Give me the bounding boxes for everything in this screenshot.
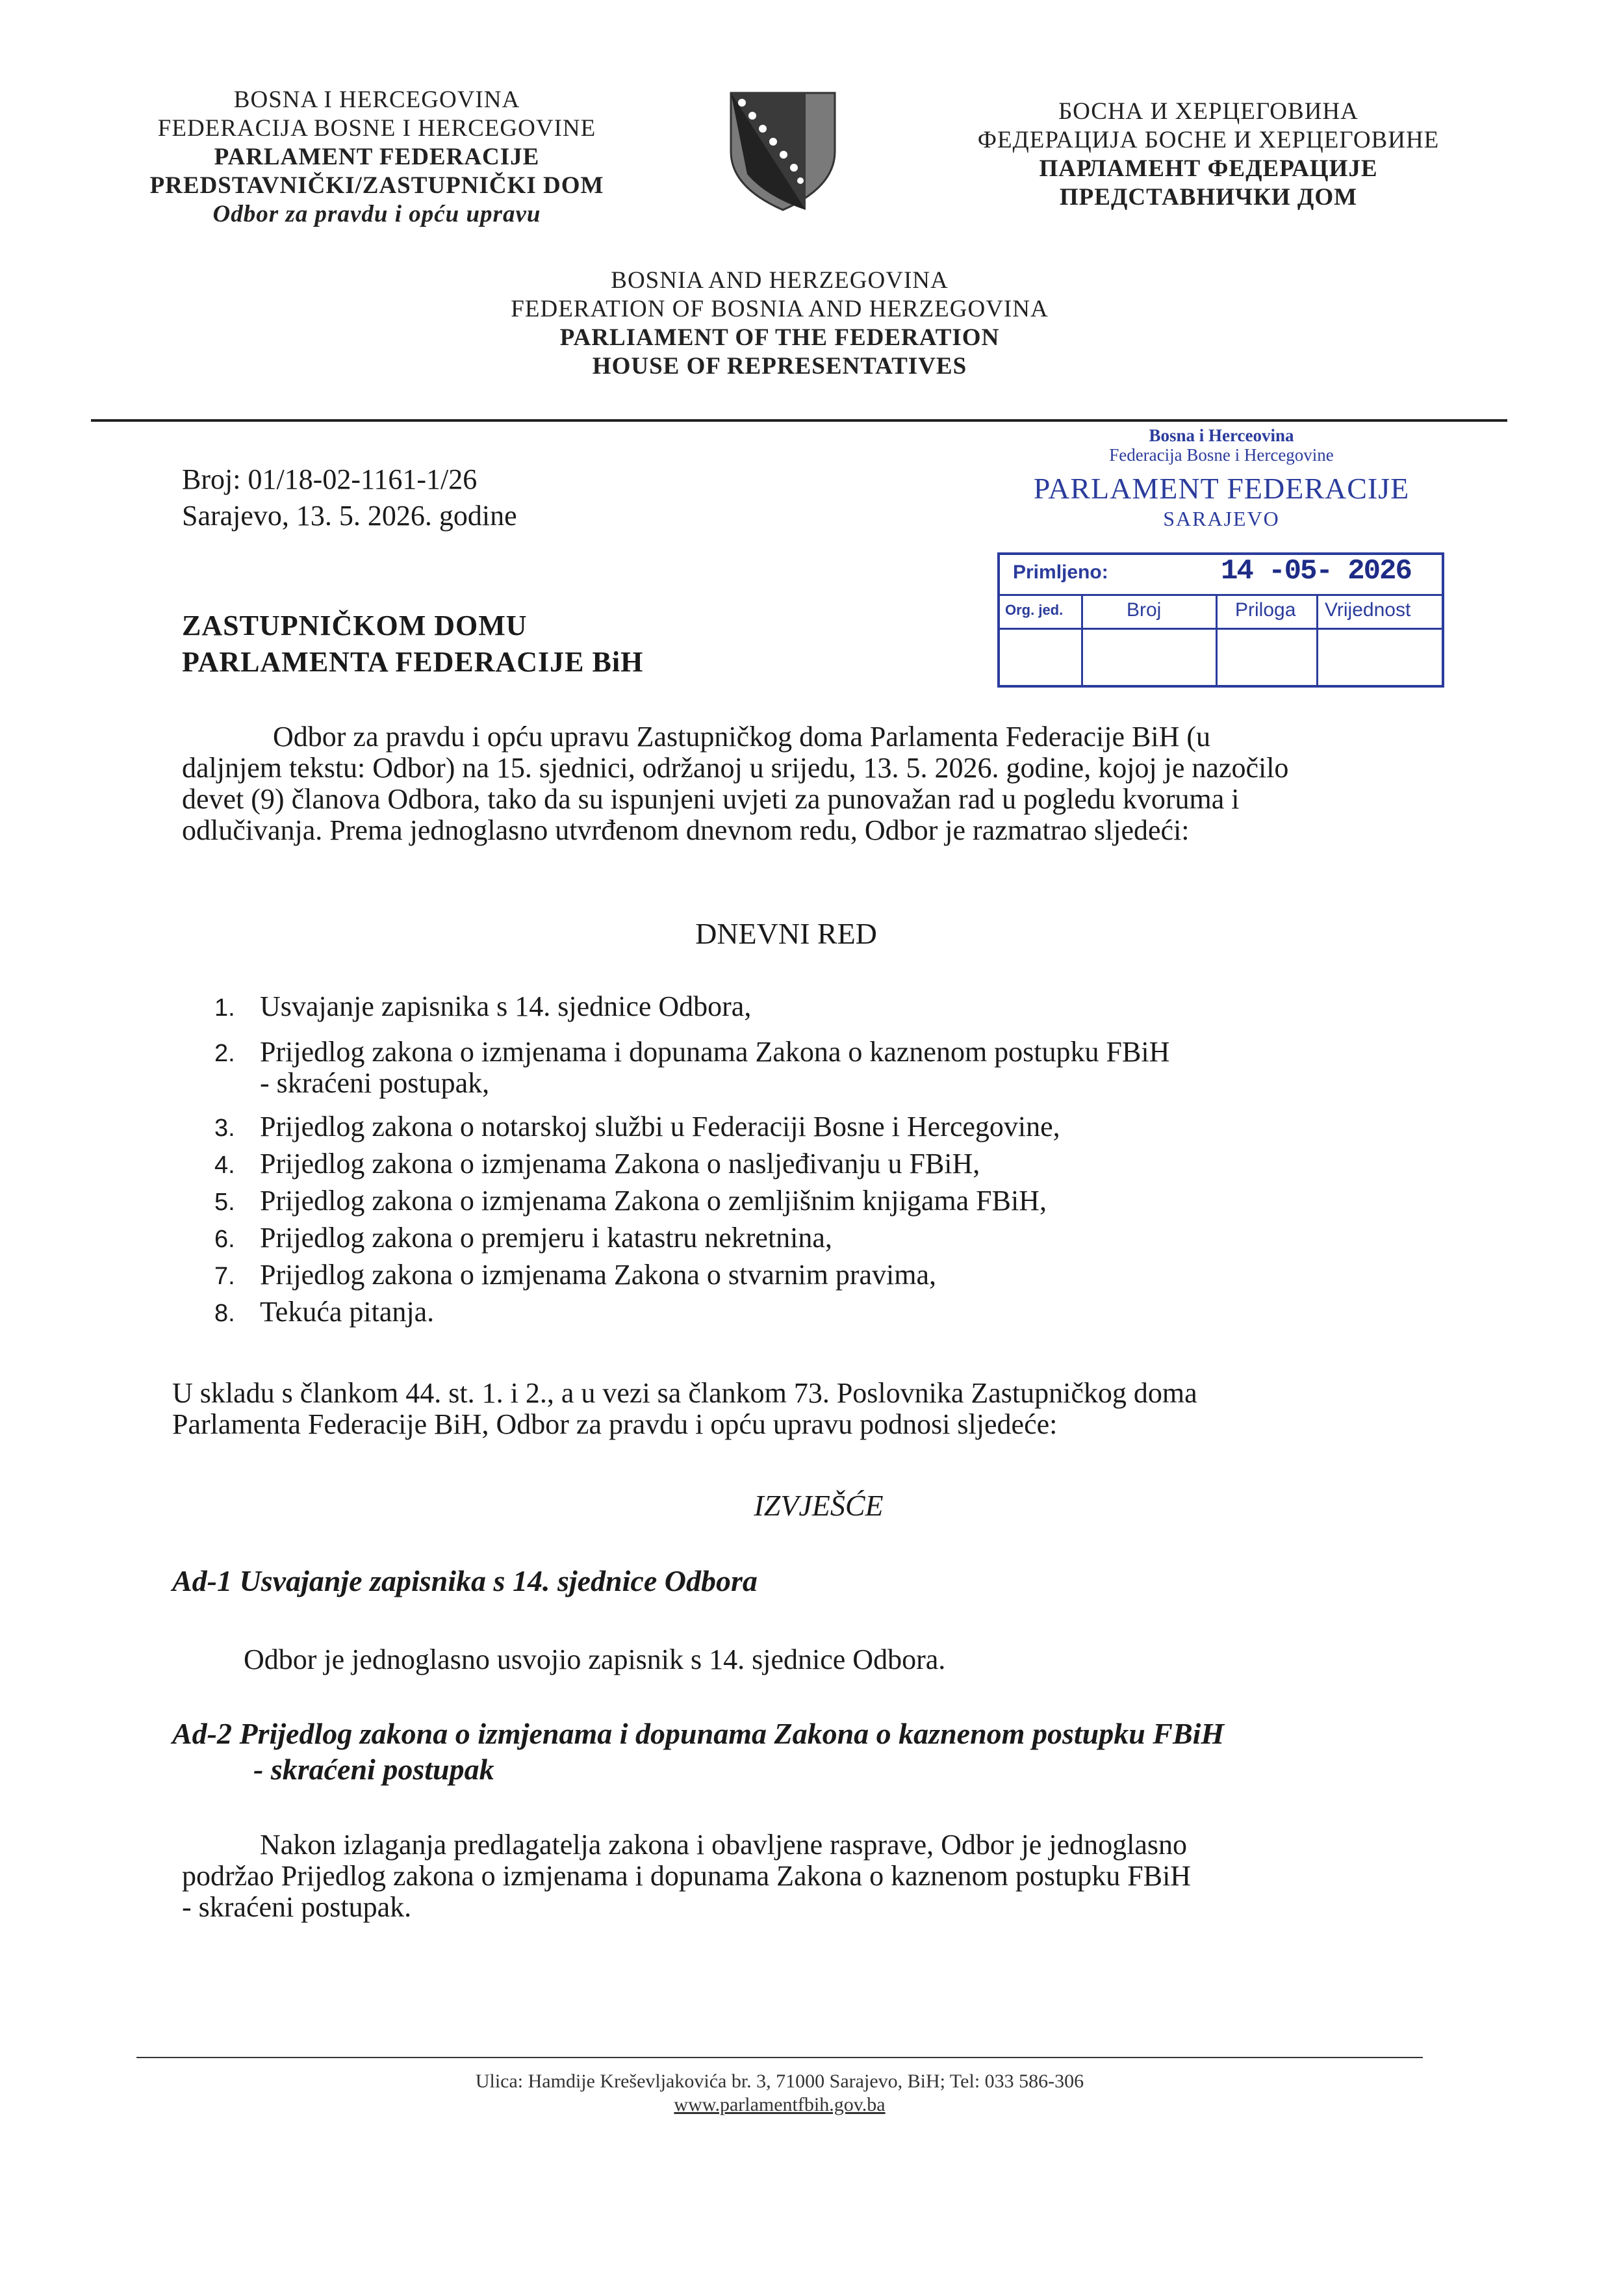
ad2-heading: Ad-2 Prijedlog zakona o izmjenama i dopunama Zakona o kaznenom postupku FBiH [172, 1717, 1225, 1750]
place-date: Sarajevo, 13. 5. 2026. godine [182, 500, 517, 532]
ad1-heading: Ad-1 Usvajanje zapisnika s 14. sjednice Odbora [172, 1564, 758, 1597]
stamp-line: PARLAMENT FEDERACIJE [1033, 472, 1410, 505]
stamp-line: SARAJEVO [1163, 507, 1280, 530]
stamp-rule [1000, 594, 1442, 596]
stamp-received-label: Primljeno: [1013, 561, 1108, 583]
agenda-item [214, 1222, 832, 1255]
header-right [923, 97, 1494, 212]
agenda-item [214, 1185, 1047, 1218]
ad2-line: Nakon izlaganja predlagatelja zakona i obavljene rasprave, Odbor je jednoglasno [260, 1829, 1187, 1861]
header-right-line: ПРЕДСТАВНИЧКИ ДОМ [1059, 184, 1358, 211]
agenda-text: Prijedlog zakona o izmjenama Zakona o zemljišnim knjigama FBiH, [260, 1185, 1047, 1217]
agenda-number: 6. [214, 1226, 235, 1253]
agenda-text: Prijedlog zakona o izmjenama Zakona o stvarnim pravima, [260, 1259, 937, 1291]
header-left-line: PARLAMENT FEDERACIJE [214, 144, 540, 170]
addressee-line: ZASTUPNIČKOM DOMU [182, 610, 528, 641]
header-left [104, 86, 650, 229]
agenda-text: - skraćeni postupak, [260, 1067, 490, 1099]
stamp-table [997, 552, 1444, 688]
agenda-number: 2. [214, 1040, 235, 1067]
agenda-number: 1. [214, 994, 235, 1022]
header-center-line: HOUSE OF REPRESENTATIVES [592, 353, 967, 380]
committee-name: Odbor za pravdu i opću upravu [212, 201, 541, 227]
intro-line: devet (9) članova Odbora, tako da su ispunjeni uvjeti za punovažan rad u pogledu kvoruma i [182, 783, 1240, 815]
agenda-text: Prijedlog zakona o notarskoj službi u Federaciji Bosne i Hercegovine, [260, 1111, 1060, 1142]
ad1-text: Odbor je jednoglasno usvojio zapisnik s 14. sjednice Odbora. [244, 1644, 946, 1675]
addressee-line: PARLAMENTA FEDERACIJE BiH [182, 646, 644, 678]
stamp-line: Bosna i Herceovina [1149, 426, 1294, 445]
agenda-item [214, 1037, 1169, 1069]
ad2-paragraph [182, 1829, 1397, 1923]
header-right-line: БОСНА И ХЕРЦЕГОВИНА [1058, 98, 1359, 125]
agenda-item [214, 1111, 1060, 1144]
agenda-number: 4. [214, 1152, 235, 1179]
legal-basis-line: U skladu s člankom 44. st. 1. i 2., a u vezi sa člankom 73. Poslovnika Zastupničkog doma [172, 1377, 1197, 1409]
agenda-item [214, 1068, 489, 1099]
agenda-text: Prijedlog zakona o premjeru i katastru nekretnina, [260, 1222, 832, 1254]
agenda-text: Prijedlog zakona o izmjenama i dopunama Zakona o kaznenom postupku FBiH [260, 1036, 1170, 1068]
header-center-line: PARLIAMENT OF THE FEDERATION [559, 324, 1000, 351]
intro-line: Odbor za pravdu i opću upravu Zastupničkog doma Parlamenta Federacije BiH (u [273, 721, 1210, 753]
agenda-number: 7. [214, 1263, 235, 1290]
agenda-item [214, 991, 751, 1024]
stamp-received-date: 14 -05- 2026 [1221, 555, 1411, 587]
header-center-line: FEDERATION OF BOSNIA AND HERZEGOVINA [511, 296, 1049, 322]
header-left-line: BOSNA I HERCEGOVINA [233, 86, 520, 113]
receipt-stamp [994, 426, 1449, 692]
header-right-line: ПАРЛАМЕНТ ФЕДЕРАЦИЈЕ [1039, 155, 1378, 182]
agenda-number: 3. [214, 1115, 235, 1142]
header-center [390, 266, 1169, 381]
stamp-rule [1081, 594, 1083, 685]
stamp-col-label: Priloga [1235, 599, 1296, 621]
agenda-item [214, 1259, 936, 1292]
agenda-number: 5. [214, 1189, 235, 1216]
reference-block [182, 461, 517, 534]
agenda-text: Prijedlog zakona o izmjenama Zakona o nasljeđivanju u FBiH, [260, 1148, 980, 1180]
coat-of-arms-emblem [728, 90, 838, 213]
reference-number: Broj: 01/18-02-1161-1/26 [182, 463, 478, 495]
ad2-heading-continuation: - skraćeni postupak [253, 1753, 494, 1786]
stamp-rule [1000, 628, 1442, 630]
header-right-line: ФЕДЕРАЦИЈА БОСНЕ И ХЕРЦЕГОВИНЕ [977, 127, 1440, 153]
footer-website-link[interactable]: www.parlamentfbih.gov.ba [674, 2094, 886, 2115]
agenda-text: Tekuća pitanja. [260, 1296, 435, 1328]
ad2-line: - skraćeni postupak. [182, 1891, 412, 1923]
stamp-rule [1216, 594, 1218, 685]
intro-paragraph [182, 721, 1403, 846]
agenda-item [214, 1296, 434, 1329]
stamp-col-label: Vrijednost [1325, 599, 1411, 621]
header-center-line: BOSNIA AND HERZEGOVINA [611, 267, 949, 294]
footer-address: Ulica: Hamdije Kreševljakovića br. 3, 71000 Sarajevo, BiH; Tel: 033 586-306 [475, 2070, 1084, 2092]
agenda-title: DNEVNI RED [695, 917, 877, 950]
agenda-text: Usvajanje zapisnika s 14. sjednice Odbora, [260, 990, 752, 1022]
legal-basis-line: Parlamenta Federacije BiH, Odbor za pravdu i opću upravu podnosi sljedeće: [172, 1408, 1058, 1440]
agenda-item [214, 1148, 980, 1181]
header-divider [91, 419, 1507, 422]
report-title: IZVJEŠĆE [754, 1489, 884, 1522]
stamp-col-label: Org. jed. [1005, 602, 1064, 618]
addressee [182, 608, 643, 680]
intro-line: daljnjem tekstu: Odbor) na 15. sjednici, održanoj u srijedu, 13. 5. 2026. godine, kojoj je nazočilo [182, 752, 1289, 784]
header-left-line: PREDSTAVNIČKI/ZASTUPNIČKI DOM [149, 172, 604, 199]
stamp-col-label: Broj [1127, 599, 1162, 621]
stamp-line: Federacija Bosne i Hercegovine [1109, 445, 1334, 465]
agenda-number: 8. [214, 1300, 235, 1327]
legal-basis-paragraph [172, 1378, 1400, 1440]
footer-divider [136, 2057, 1423, 2058]
intro-line: odlučivanja. Prema jednoglasno utvrđenom dnevnom redu, Odbor je razmatrao sljedeći: [182, 814, 1190, 846]
footer [195, 2070, 1364, 2117]
ad2-line: podržao Prijedlog zakona o izmjenama i dopunama Zakona o kaznenom postupku FBiH [182, 1860, 1192, 1892]
stamp-rule [1316, 594, 1318, 685]
header-left-line: FEDERACIJA BOSNE I HERCEGOVINE [157, 115, 596, 142]
